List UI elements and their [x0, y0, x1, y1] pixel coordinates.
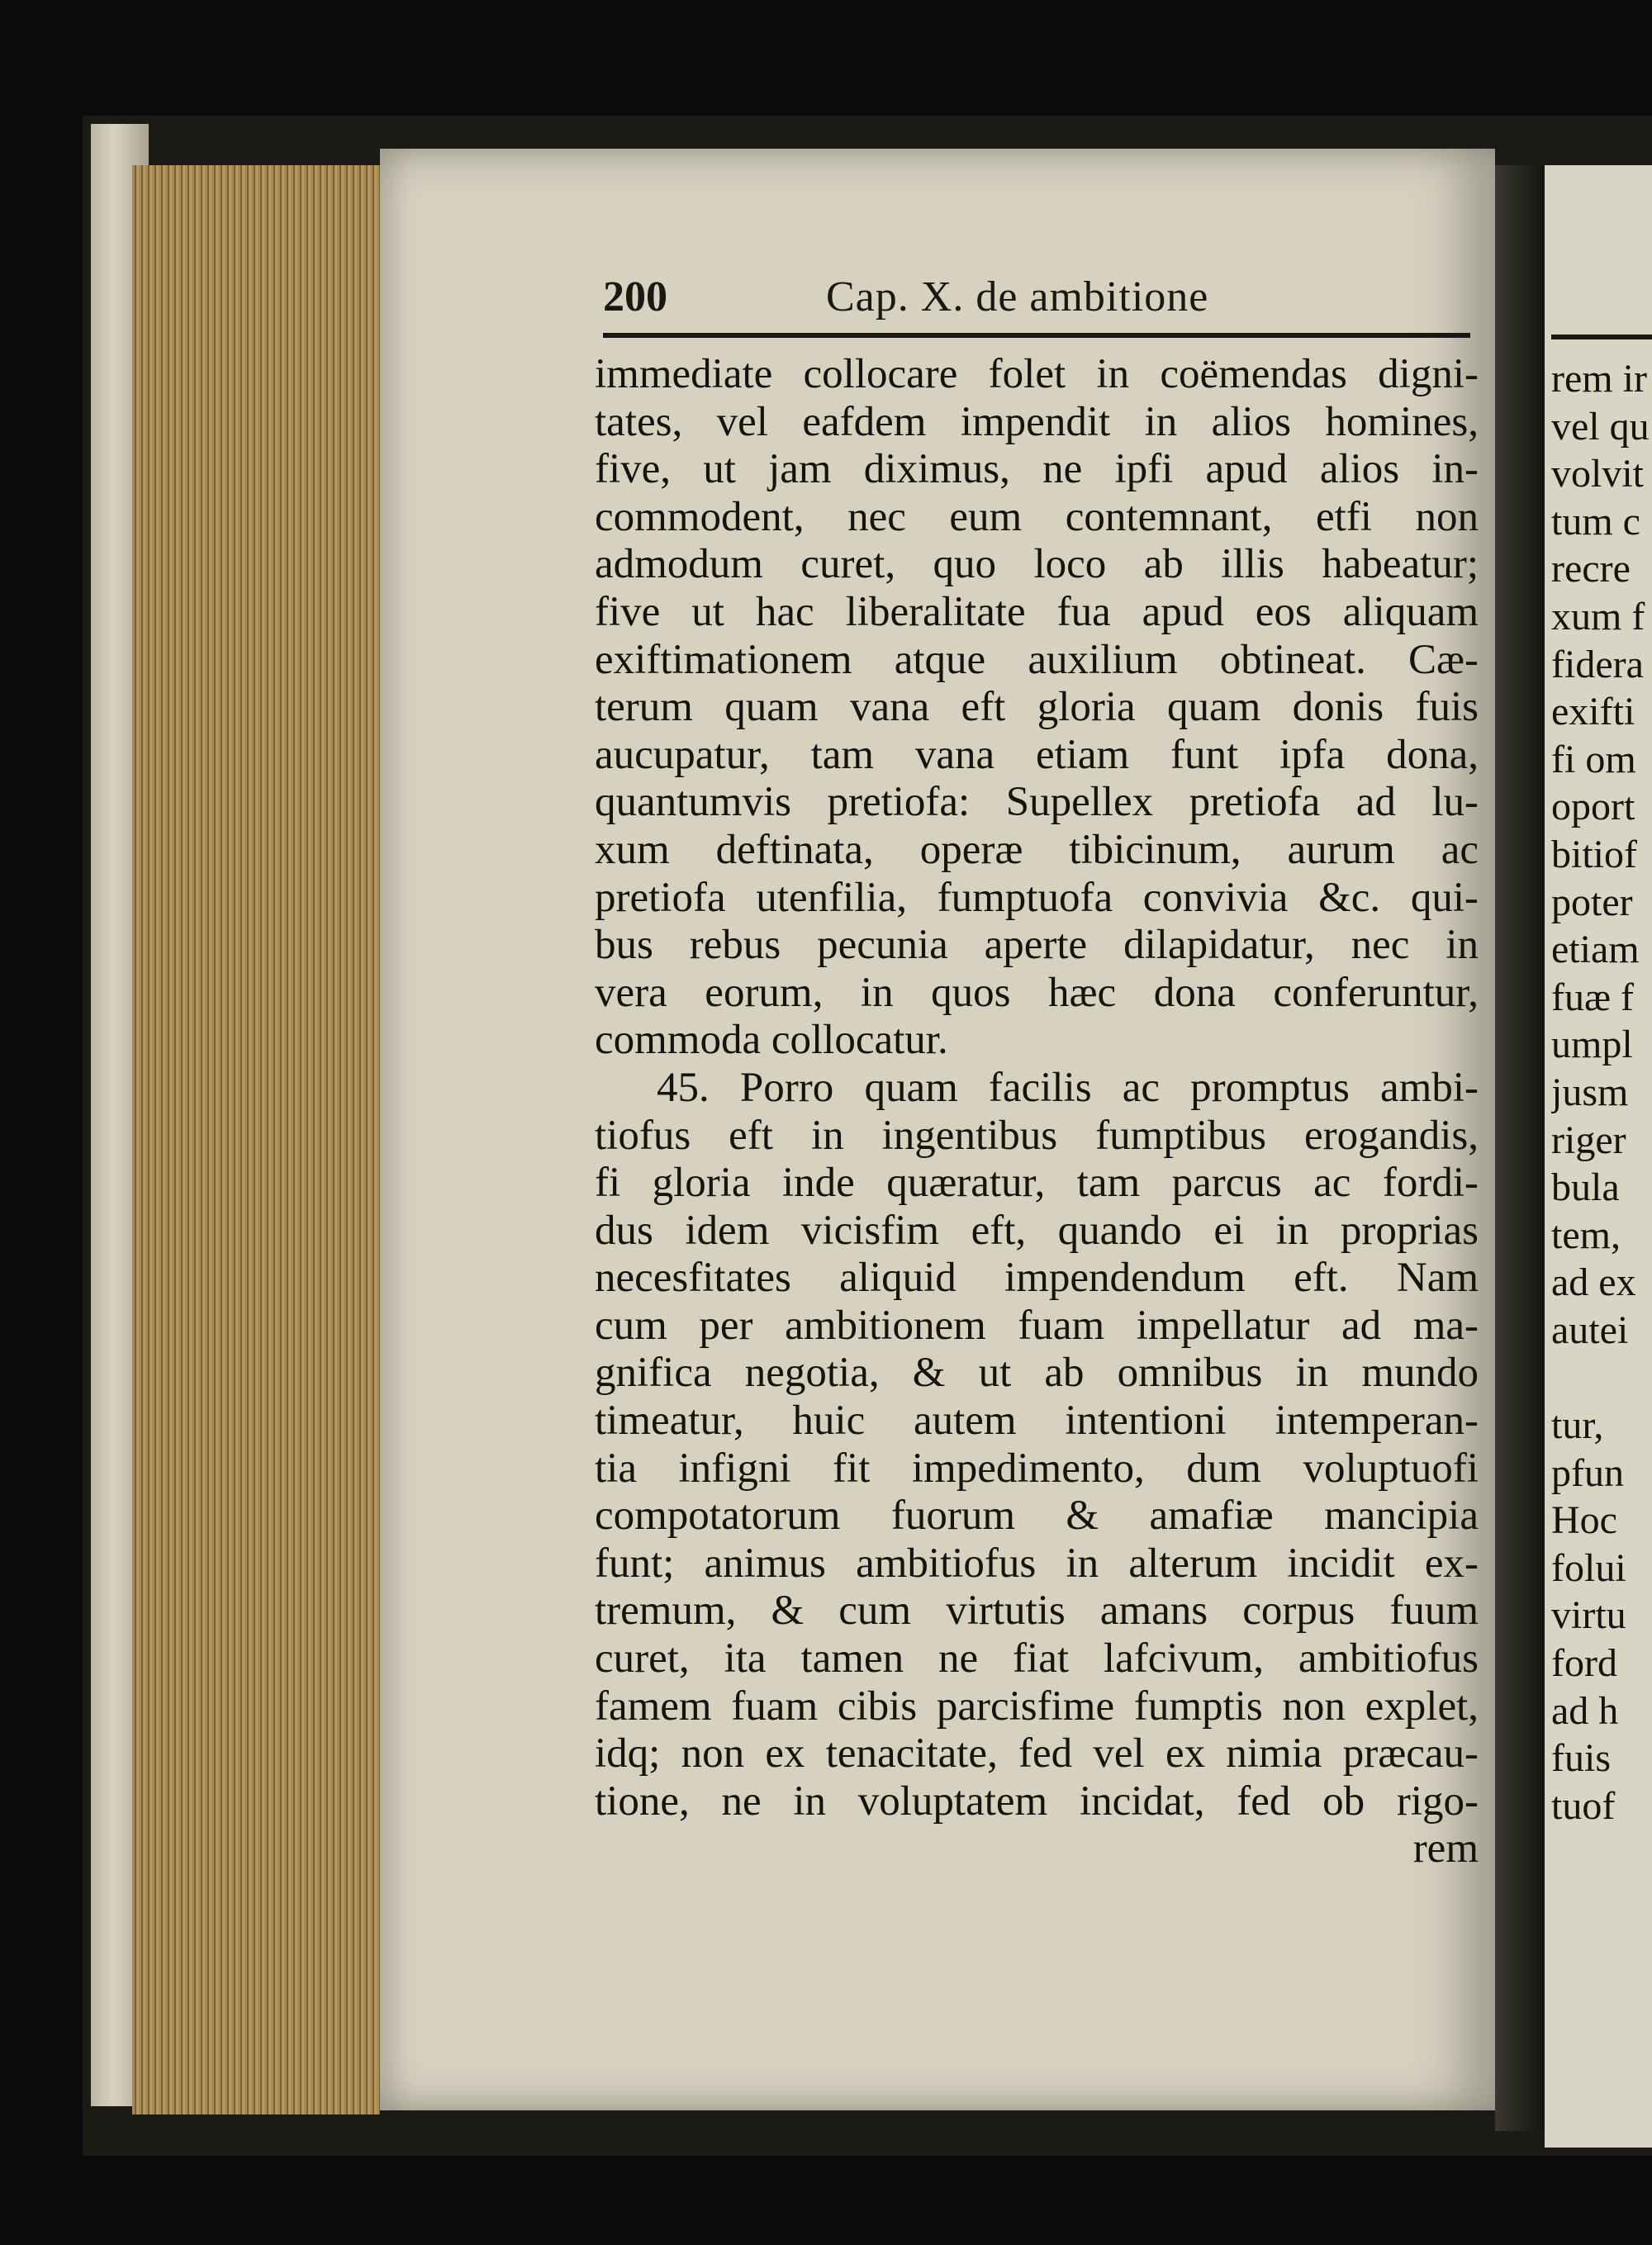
text-line: gnifica negotia, & ut ab omnibus in mundo	[595, 1350, 1479, 1397]
text-line: 45. Porro quam facilis ac promptus ambi-	[657, 1064, 1479, 1111]
facing-text-line: folui	[1551, 1545, 1626, 1590]
book-gutter	[1495, 165, 1545, 2131]
text-line: dus idem vicisfim eft, quando ei in proprias	[595, 1207, 1479, 1254]
facing-text-line: bitiof	[1551, 832, 1637, 876]
facing-text-line: oport	[1551, 785, 1635, 829]
facing-text-line: tum c	[1551, 499, 1640, 543]
text-line: pretiofa utenfilia, fumptuofa convivia &c. qui-	[595, 874, 1479, 921]
text-line: tremum, & cum virtutis amans corpus fuum	[595, 1588, 1479, 1635]
facing-text-line: vel qu	[1551, 404, 1650, 449]
facing-text-line	[1551, 1354, 1652, 1402]
text-line: quantumvis pretiofa: Supellex pretiofa ad lu-	[595, 779, 1479, 826]
text-line: necesfitates aliquid impendendum eft. Nam	[595, 1255, 1479, 1302]
facing-text-line: xum f	[1551, 594, 1645, 638]
facing-text-line: umpl	[1551, 1023, 1633, 1067]
text-line: compotatorum fuorum & amafiæ mancipia	[595, 1493, 1479, 1540]
facing-text-line: pfun	[1551, 1450, 1624, 1495]
facing-text-line: tem,	[1551, 1213, 1621, 1257]
facing-text-line: Hoc	[1551, 1498, 1617, 1543]
text-line: fi gloria inde quæratur, tam parcus ac fordi-	[595, 1160, 1479, 1207]
facing-text-line: exifti	[1551, 690, 1635, 734]
text-line: curet, ita tamen ne fiat lafcivum, ambitiofus	[595, 1635, 1479, 1683]
text-line: aucupatur, tam vana etiam funt ipfa dona,	[595, 731, 1479, 778]
text-line: immediate collocare folet in coëmendas digni-	[595, 351, 1479, 397]
text-line: commoda collocatur.	[595, 1017, 948, 1064]
text-line: tates, vel eafdem impendit in alios homines,	[595, 398, 1479, 445]
running-header	[603, 273, 1470, 322]
text-line: terum quam vana eft gloria quam donis fuis	[595, 684, 1479, 731]
facing-text-line: autei	[1551, 1308, 1629, 1352]
page-number: 200	[603, 273, 667, 320]
facing-text-line: riger	[1551, 1118, 1626, 1162]
text-line: bus rebus pecunia aperte dilapidatur, nec in	[595, 922, 1479, 969]
facing-text-line: virtu	[1551, 1593, 1626, 1638]
text-line: five, ut jam diximus, ne ipfi apud alios in-	[595, 446, 1479, 493]
facing-text-line: fidera	[1551, 642, 1644, 686]
text-line: funt; animus ambitiofus in alterum incidit ex-	[595, 1540, 1479, 1587]
text-line: xum deftinata, operæ tibicinum, aurum ac	[595, 826, 1479, 873]
text-line: vera eorum, in quos hæc dona conferuntur,	[595, 969, 1479, 1016]
text-line: cum per ambitionem fuam impellatur ad ma-	[595, 1302, 1479, 1349]
facing-text-line: bula	[1551, 1165, 1620, 1210]
text-line: commodent, nec eum contemnant, etfi non	[595, 493, 1479, 540]
facing-text-line: jusm	[1551, 1070, 1629, 1114]
text-line: timeatur, huic autem intentioni intemperan-	[595, 1398, 1479, 1445]
text-line: famem fuam cibis parcisfime fumptis non explet,	[595, 1683, 1479, 1730]
text-line: tiofus eft in ingentibus fumptibus erogandis,	[595, 1112, 1479, 1159]
page-block-edge	[132, 165, 380, 2114]
text-line: admodum curet, quo loco ab illis habeatur;	[595, 541, 1479, 588]
text-line: tione, ne in voluptatem incidat, fed ob rigo-	[595, 1777, 1479, 1825]
text-line: idq; non ex tenacitate, fed vel ex nimia præcau-	[595, 1730, 1479, 1777]
header-rule	[603, 333, 1470, 338]
facing-page-text	[1551, 355, 1652, 1830]
facing-text-line: fuæ f	[1551, 975, 1634, 1019]
facing-text-line: tuof	[1551, 1783, 1616, 1828]
text-line: five ut hac liberalitate fua apud eos aliquam	[595, 588, 1479, 635]
running-title: Cap. X. de ambitione	[826, 273, 1209, 320]
facing-text-line: etiam	[1551, 928, 1640, 972]
facing-header-rule	[1551, 335, 1652, 339]
facing-text-line: fuis	[1551, 1736, 1611, 1781]
facing-text-line: recre	[1551, 547, 1631, 591]
body-text	[595, 351, 1479, 1873]
facing-text-line: fi om	[1551, 737, 1636, 781]
catchword: rem	[1412, 1825, 1479, 1872]
facing-text-line: tur,	[1551, 1403, 1604, 1448]
facing-text-line: rem ir	[1551, 357, 1647, 401]
facing-text-line: ad ex	[1551, 1260, 1636, 1305]
facing-text-line: ad h	[1551, 1688, 1619, 1733]
text-line: tia infigni fit impedimento, dum voluptuofi	[595, 1445, 1479, 1492]
facing-text-line: poter	[1551, 880, 1633, 924]
facing-text-line: ford	[1551, 1641, 1617, 1686]
facing-text-line: volvit	[1551, 452, 1645, 496]
text-line: exiftimationem atque auxilium obtineat. Cæ-	[595, 636, 1479, 683]
